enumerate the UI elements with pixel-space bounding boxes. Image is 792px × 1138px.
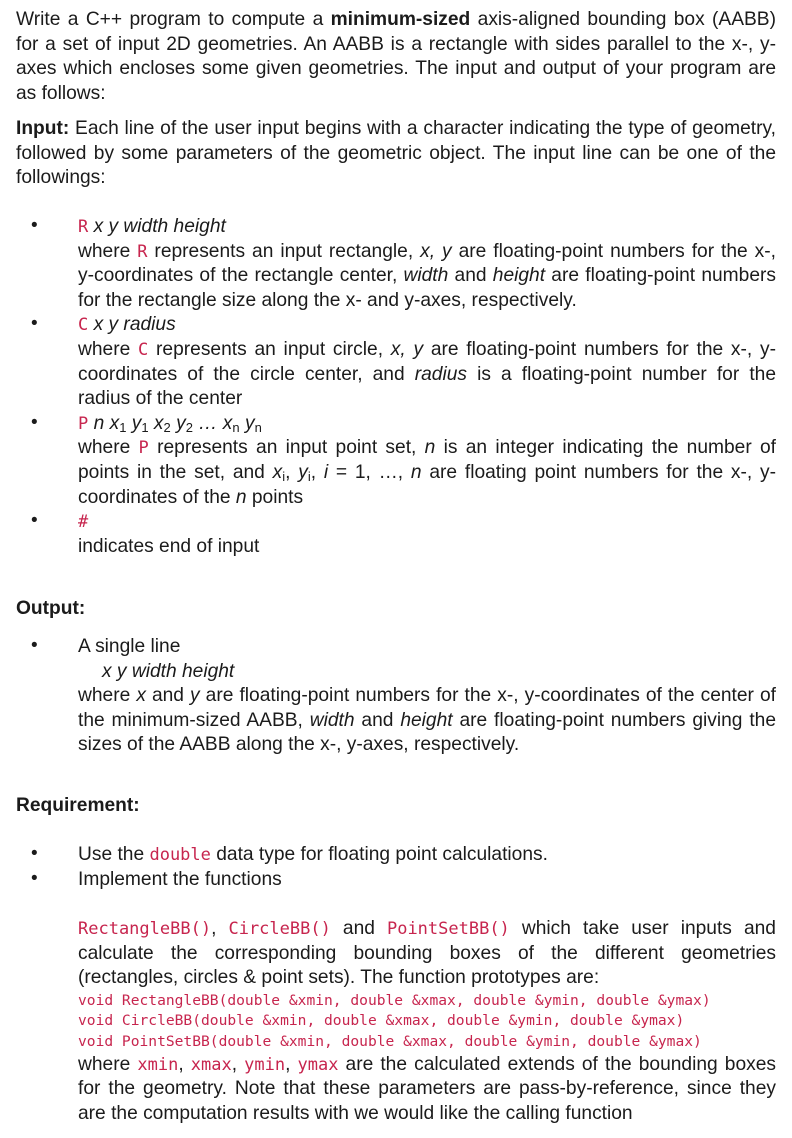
input-label: Input: — [16, 118, 70, 139]
output-description: where x and y are floating-point numbers for the x-, y-coordinates of the center of the minimum-sized AABB, width and height are floating-point numbers giving the sizes of the AABB along the x-, y-axes, respectively. — [78, 685, 776, 756]
list-item — [16, 313, 776, 411]
output-line: A single line — [78, 636, 181, 657]
output-heading: Output: — [16, 598, 86, 619]
intro-bold: minimum-sized — [330, 9, 471, 30]
list-item — [16, 868, 776, 893]
item-description: where R represents an input rectangle, x, y are floating-point numbers for the x-, y-coordinates of the rectangle center, width and height are floating-point numbers for the rectangle size along the x- and y-axes, respectively. — [78, 240, 776, 311]
bullet: • — [31, 635, 38, 656]
requirement-item-2: Implement the functions — [78, 868, 282, 890]
bullet: • — [31, 510, 38, 532]
input-text: Each line of the user input begins with a character indicating the type of geometry, followed by some parameters of the geometric object. The input line can be one of the followings: — [16, 118, 776, 189]
item-signature — [78, 313, 776, 338]
prototype-pointset: void PointSetBB(double &xmin, double &xmax, double &ymin, double &ymax) — [78, 1032, 702, 1050]
intro-text-1: Write a C++ program to compute a — [16, 9, 331, 30]
signature-text: x y width height — [88, 216, 226, 237]
item-signature: P n $x_1$ $y_1$ $x_2$ $y_2$ … $x_n$ $y_n$ — [78, 412, 262, 435]
functions-paragraph: RectangleBB(), CircleBB() and PointSetBB() which take user inputs and calculate the corresponding bounding boxes of the different geometries (rectangles, circles & point sets). The function prototypes are: — [78, 918, 776, 989]
list-item — [16, 412, 776, 510]
requirement-item-1: Use the double data type for floating point calculations. — [78, 844, 548, 865]
input-list — [16, 215, 776, 559]
bullet: • — [31, 867, 38, 889]
code-token: R — [78, 217, 89, 237]
functions-block — [78, 917, 776, 1126]
code-token: C — [78, 315, 89, 336]
intro-paragraph — [16, 8, 776, 106]
bullet: • — [31, 215, 38, 236]
code-token: # — [78, 512, 89, 533]
bullet: • — [31, 313, 38, 335]
code-token: P — [78, 413, 89, 434]
params-paragraph: where xmin, xmax, ymin, ymax are the calculated extends of the bounding boxes for the geometry. Note that these parameters are pass-by-reference, since they are the computation results with we would like the calling function — [78, 1053, 776, 1124]
requirement-list — [16, 843, 776, 892]
item-description: indicates end of input — [78, 535, 260, 557]
signature-text: x y radius — [88, 314, 176, 336]
list-item — [16, 215, 776, 313]
prototype-circle: void CircleBB(double &xmin, double &xmax, double &ymin, double &ymax) — [78, 1012, 685, 1030]
output-list — [16, 635, 776, 758]
item-description: where P represents an input point set, n is an integer indicating the number of points in the set, and $x_i$, $y_i$, i = 1, …, n are floating point numbers for the x-, y-coordinates of the n points — [78, 437, 776, 508]
bullet: • — [31, 843, 38, 864]
output-signature: x y width height — [102, 660, 235, 682]
intro-text-2: axis-aligned bounding box (AABB) for a set of input 2D geometries. An AABB is a rectangle with sides parallel to the x-, y-axes which encloses some given geometries. The input and output of your program are as follows: — [16, 9, 776, 104]
list-item — [16, 510, 776, 559]
item-description: where C represents an input circle, x, y are floating-point numbers for the x-, y-coordinates of the circle center, and radius is a floating-point number for the radius of the center — [78, 338, 776, 410]
list-item — [16, 635, 776, 758]
item-signature — [78, 510, 776, 535]
input-paragraph — [16, 117, 776, 191]
requirement-heading: Requirement: — [16, 795, 140, 816]
item-signature — [78, 215, 776, 240]
list-item — [16, 843, 776, 868]
bullet: • — [31, 411, 38, 433]
prototype-rectangle: void RectangleBB(double &xmin, double &xmax, double &ymin, double &ymax) — [78, 991, 711, 1009]
